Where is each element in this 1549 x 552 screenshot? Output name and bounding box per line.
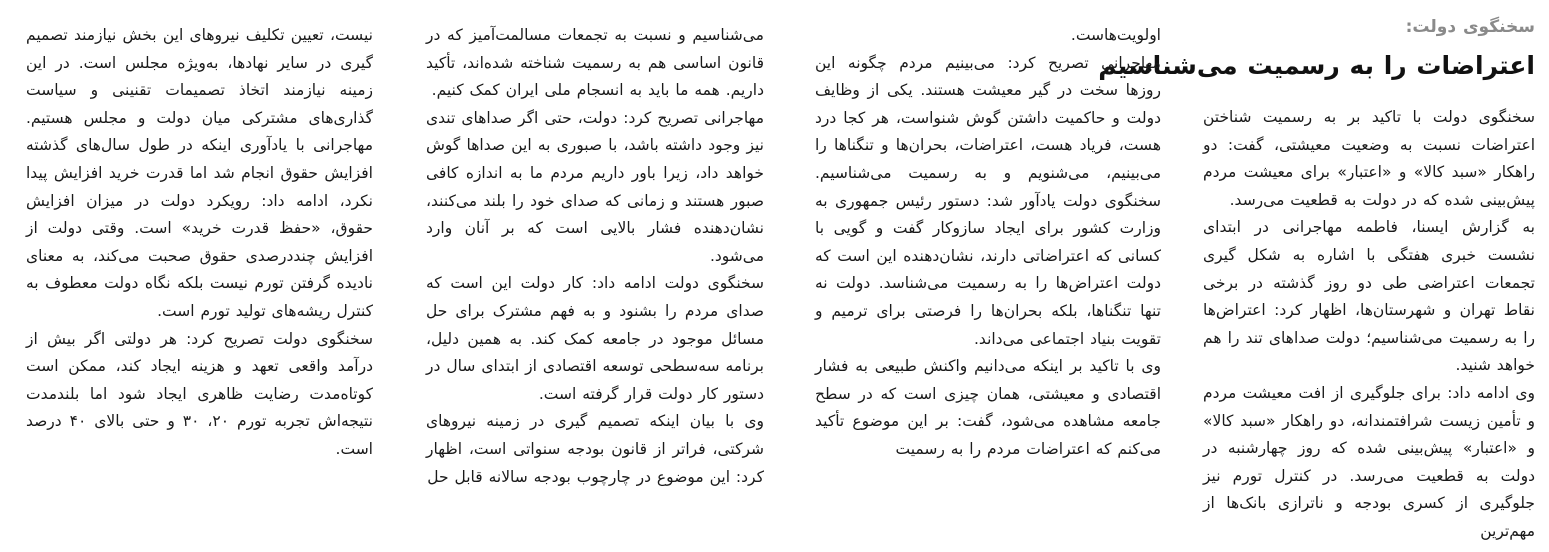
article-column-4 xyxy=(26,22,373,552)
paragraph: مهاجرانی تصریح کرد: دولت، حتی اگر صداهای تندی نیز وجود داشته باشد، با صبوری به این صداها گوش خواهد داد، زیرا باور داریم مردم ما به اندازه کافی صبور هستند و زمانی که صدای خود را بلند می‌کنند، نشان‌دهنده فشار بالایی است که بر آنان وارد می‌شود. xyxy=(426,108,764,265)
paragraph: به گزارش ایسنا، فاطمه مهاجرانی در ابتدای نشست خبری هفتگی با اشاره به شکل گیری تجمعات اعتراضی طی دو روز گذشته در برخی نقاط تهران و شهرستان‌ها، اظهار کرد: اعتراض‌ها را به رسمیت می‌شناسیم؛ دولت صداهای تند را هم خواهد شنید. xyxy=(1203,218,1535,375)
article-column-2 xyxy=(815,22,1161,552)
article-column-3 xyxy=(426,22,764,552)
paragraph: وی با تاکید بر اینکه می‌دانیم واکنش طبیعی به فشار اقتصادی و معیشتی، همان چیزی است که در سطح جامعه مشاهده می‌شود، گفت: بر این موضوع تأکید می‌کنم که اعتراضات مردم را به رسمیت xyxy=(815,357,1161,458)
paragraph: مهاجرانی تصریح کرد: می‌بینیم مردم چگونه این روزها سخت در گیر معیشت هستند. یکی از وظایف دولت و حاکمیت داشتن گوش شنواست، هر کجا درد هست، فریاد هست، اعتراضات، بحران‌ها و تنگناها را می‌بینیم، می‌شنویم و به رسمیت می‌شناسیم. سخنگوی دولت یادآور شد: دستور رئیس جمهوری به وزارت کشور برای ایجاد سازوکار گفت و گویی با کسانی که اعتراضاتی دارند، نشان‌دهنده این است که دولت اعتراض‌ها را به رسمیت می‌شناسد. دولت نه تنها تنگناها، بلکه بحران‌ها را فرصتی برای ترمیم و تقویت بنیاد اجتماعی می‌داند. xyxy=(815,53,1161,348)
paragraph: می‌شناسیم و نسبت به تجمعات مسالمت‌آمیز که در قانون اساسی هم به رسمیت شناخته شده‌اند، تأکید داریم. همه ما باید به انسجام ملی ایران کمک کنیم. xyxy=(426,26,764,100)
paragraph: نیست، تعیین تکلیف نیروهای این بخش نیازمند تصمیم گیری در سایر نهادها، به‌ویژه مجلس است. در این زمینه نیازمند اتخاذ تصمیمات تقنینی و سیاست گذاری‌های مشترکی میان دولت و مجلس هستیم. مهاجرانی با یادآوری اینکه در طول سال‌های گذشته افزایش حقوق انجام شد اما قدرت خرید افزایش پیدا نکرد، ادامه داد: رویکرد دولت در میزان افزایش حقوق، «حفظ قدرت خرید» است. وقتی دولت از افزایش چنددرصدی حقوق صحبت می‌کند، به معنای نادیده گرفتن تورم نیست بلکه نگاه دولت معطوف به کنترل ریشه‌های تولید تورم است. xyxy=(26,26,373,320)
paragraph: وی با بیان اینکه تصمیم گیری در زمینه نیروهای شرکتی، فراتر از قانون بودجه سنواتی است، اظهار کرد: این موضوع در چارچوب بودجه سالانه قابل حل xyxy=(426,412,764,486)
paragraph: سخنگوی دولت تصریح کرد: هر دولتی اگر بیش از درآمد واقعی تعهد و هزینه ایجاد کند، ممکن است کوتاه‌مدت رضایت ظاهری ایجاد شود اما بلندمدت نتیجه‌اش تجربه تورم ۲۰، ۳۰ و حتی بالای ۴۰ درصد است. xyxy=(26,329,373,458)
paragraph: وی ادامه داد: برای جلوگیری از افت معیشت مردم و تأمین زیست شرافتمندانه، دو راهکار «سبد کالا» و «اعتبار» پیش‌بینی شده که روز چهارشنبه در دولت به قطعیت می‌رسد. در کنترل تورم نیز جلوگیری از کسری بودجه و ناترازی بانک‌ها از مهم‌ترین xyxy=(1203,383,1535,540)
paragraph: اولویت‌هاست. xyxy=(1070,26,1161,44)
article-headline: اعتراضات را به رسمیت می‌شناسیم xyxy=(1098,51,1535,80)
column-1-body xyxy=(1203,104,1535,546)
paragraph: سخنگوی دولت ادامه داد: کار دولت این است که صدای مردم را بشنود و به فهم مشترک برای حل مسائل موجود در جامعه کمک کند. به همین دلیل، برنامه سه‌سطحی توسعه اقتصادی از ابتدای سال در دستور کار دولت قرار گرفته است. xyxy=(426,274,764,403)
article-kicker: سخنگوی دولت: xyxy=(1405,17,1535,37)
paragraph: سخنگوی دولت با تاکید بر به رسمیت شناختن اعتراضات نسبت به وضعیت معیشتی، گفت: دو راهکار «سبد کالا» و «اعتبار» برای معیشت مردم پیش‌بینی شده که در دولت به قطعیت می‌رسد. xyxy=(1203,108,1535,209)
